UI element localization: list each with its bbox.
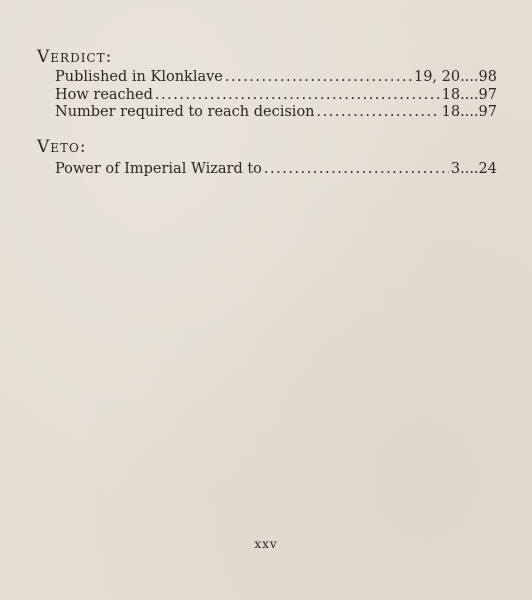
dot-leader — [264, 161, 449, 179]
dot-leader — [155, 87, 440, 105]
entry-label: Number required to reach decision — [55, 104, 315, 120]
entry-list — [55, 161, 497, 179]
entry-label: Published in Klonklave — [55, 69, 223, 85]
index-section-verdict — [37, 47, 497, 122]
entry-list — [55, 69, 497, 122]
entry-page-refs: 19, 20....98 — [413, 69, 497, 85]
index-entry — [55, 87, 497, 105]
dot-leader — [317, 104, 440, 122]
section-heading: Verdict: — [37, 47, 113, 67]
index-section-veto — [37, 137, 497, 179]
index-entry — [55, 69, 497, 87]
dot-leader — [225, 69, 412, 87]
page-number: xxv — [254, 537, 278, 551]
entry-label: How reached — [55, 86, 153, 103]
entry-page-refs: 18....97 — [441, 104, 497, 120]
index-entry — [55, 104, 497, 122]
entry-page-refs: 18....97 — [441, 86, 497, 103]
entry-label: Power of Imperial Wizard to — [55, 161, 262, 177]
section-heading: Veto: — [37, 137, 87, 157]
index-entry — [55, 161, 497, 179]
entry-page-refs: 3....24 — [450, 161, 497, 177]
